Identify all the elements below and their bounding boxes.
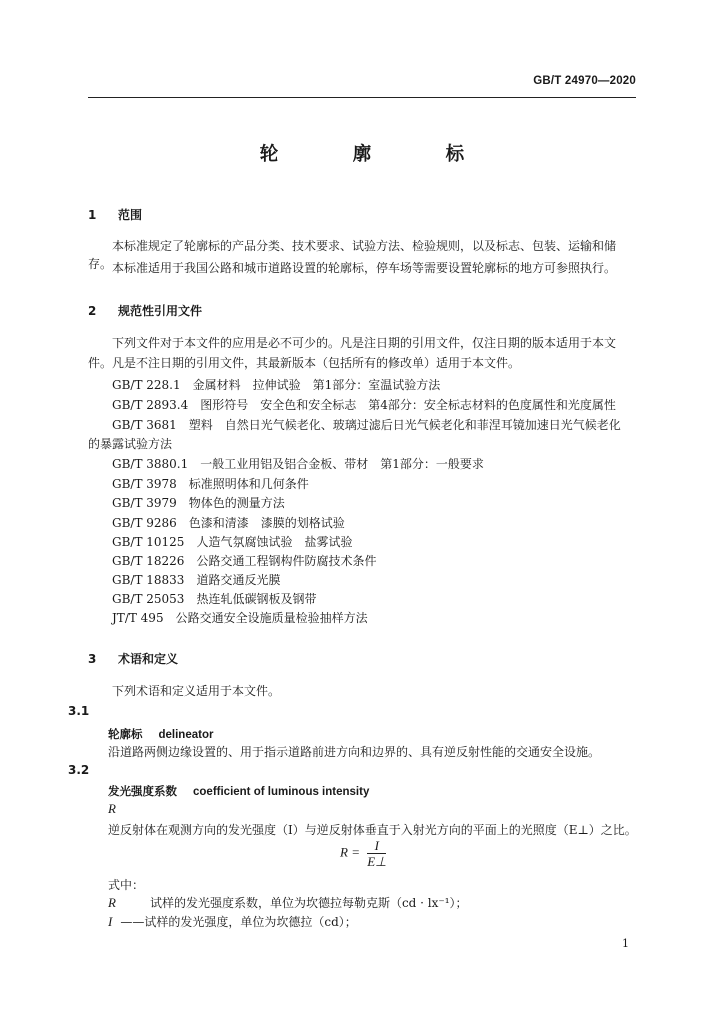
reference-item: GB/T 9286 色漆和清漆 漆膜的划格试验 bbox=[112, 516, 345, 530]
section-1-heading bbox=[88, 206, 142, 223]
term-heading bbox=[108, 783, 369, 799]
section-3-heading bbox=[88, 650, 178, 667]
references-intro: 下列文件对于本文件的应用是必不可少的。凡是注日期的引用文件，仅注日期的版本适用于本文件。凡是不注日期的引用文件，其最新版本（包括所有的修改单）适用于本文件。 bbox=[88, 336, 617, 370]
reference-item: GB/T 3978 标准照明体和几何条件 bbox=[112, 477, 309, 491]
reference-item: GB/T 228.1 金属材料 拉伸试验 第1部分：室温试验方法 bbox=[112, 378, 441, 392]
reference-item: GB/T 18833 道路交通反光膜 bbox=[112, 573, 281, 587]
scope-paragraph-2: 本标准适用于我国公路和城市道路设置的轮廓标，停车场等需要设置轮廓标的地方可参照执行。 bbox=[112, 261, 617, 275]
reference-item: GB/T 3979 物体色的测量方法 bbox=[112, 496, 285, 510]
where-item bbox=[108, 913, 357, 930]
terms-intro: 下列术语和定义适用于本文件。 bbox=[112, 684, 281, 698]
document-title: 轮 廓 标 bbox=[259, 144, 499, 165]
where-symbol: R bbox=[108, 895, 116, 910]
where-label: 式中： bbox=[108, 878, 145, 892]
term-en: coefficient of luminous intensity bbox=[193, 786, 370, 798]
term-zh: 轮廓标 bbox=[108, 727, 143, 741]
formula-numerator: I bbox=[367, 838, 386, 854]
reference-item: GB/T 3681 塑料 自然日光气候老化、玻璃过滤后日光气候老化和菲涅耳镜加速日光气候老化 bbox=[112, 418, 621, 432]
where-symbol: I bbox=[108, 914, 113, 929]
where-item bbox=[108, 894, 468, 911]
term-definition: 沿道路两侧边缘设置的、用于指示道路前进方向和边界的、具有逆反射性能的交通安全设施。 bbox=[108, 745, 601, 759]
section-number: 2 bbox=[88, 304, 97, 318]
term-heading bbox=[108, 726, 213, 742]
scope-paragraph-1: 本标准规定了轮廓标的产品分类、技术要求、试验方法、检验规则，以及标志、包装、运输和储存。 bbox=[88, 239, 617, 271]
reference-item: GB/T 2893.4 图形符号 安全色和安全标志 第4部分：安全标志材料的色度属性和光度属性 bbox=[112, 398, 616, 412]
term-definition: 逆反射体在观测方向的发光强度（I）与逆反射体垂直于入射光方向的平面上的光照度（E⊥）之比。 bbox=[108, 823, 637, 837]
header-rule bbox=[88, 97, 636, 98]
term-number: 3.1 bbox=[68, 704, 90, 718]
term-number: 3.2 bbox=[68, 763, 90, 777]
formula-denominator: E⊥ bbox=[367, 854, 387, 869]
reference-item: GB/T 3880.1 一般工业用铝及铝合金板、带材 第1部分：一般要求 bbox=[112, 457, 484, 471]
reference-item: GB/T 18226 公路交通工程钢构件防腐技术条件 bbox=[112, 554, 377, 568]
section-number: 1 bbox=[88, 208, 97, 222]
section-title: 范围 bbox=[118, 208, 143, 222]
term-en: delineator bbox=[158, 729, 214, 741]
section-number: 3 bbox=[88, 652, 97, 666]
standard-code: GB/T 24970—2020 bbox=[533, 75, 636, 87]
where-text: ——试样的发光强度，单位为坎德拉（cd）； bbox=[120, 915, 357, 929]
section-2-heading bbox=[88, 302, 202, 319]
formula bbox=[340, 838, 420, 869]
formula-lhs: R = bbox=[340, 844, 360, 860]
reference-item: GB/T 10125 人造气氛腐蚀试验 盐雾试验 bbox=[112, 535, 353, 549]
page-number: 1 bbox=[622, 937, 629, 950]
section-title: 术语和定义 bbox=[118, 652, 179, 666]
section-title: 规范性引用文件 bbox=[118, 304, 203, 318]
formula-fraction bbox=[367, 838, 386, 869]
where-text: 试样的发光强度系数，单位为坎德拉每勒克斯（cd · lx⁻¹）； bbox=[137, 896, 468, 910]
reference-item: GB/T 25053 热连轧低碳钢板及钢带 bbox=[112, 592, 317, 606]
term-zh: 发光强度系数 bbox=[108, 784, 177, 798]
term-symbol: R bbox=[108, 801, 116, 816]
reference-item-continuation: 的暴露试验方法 bbox=[88, 437, 173, 451]
reference-item: JT/T 495 公路交通安全设施质量检验抽样方法 bbox=[112, 611, 368, 625]
